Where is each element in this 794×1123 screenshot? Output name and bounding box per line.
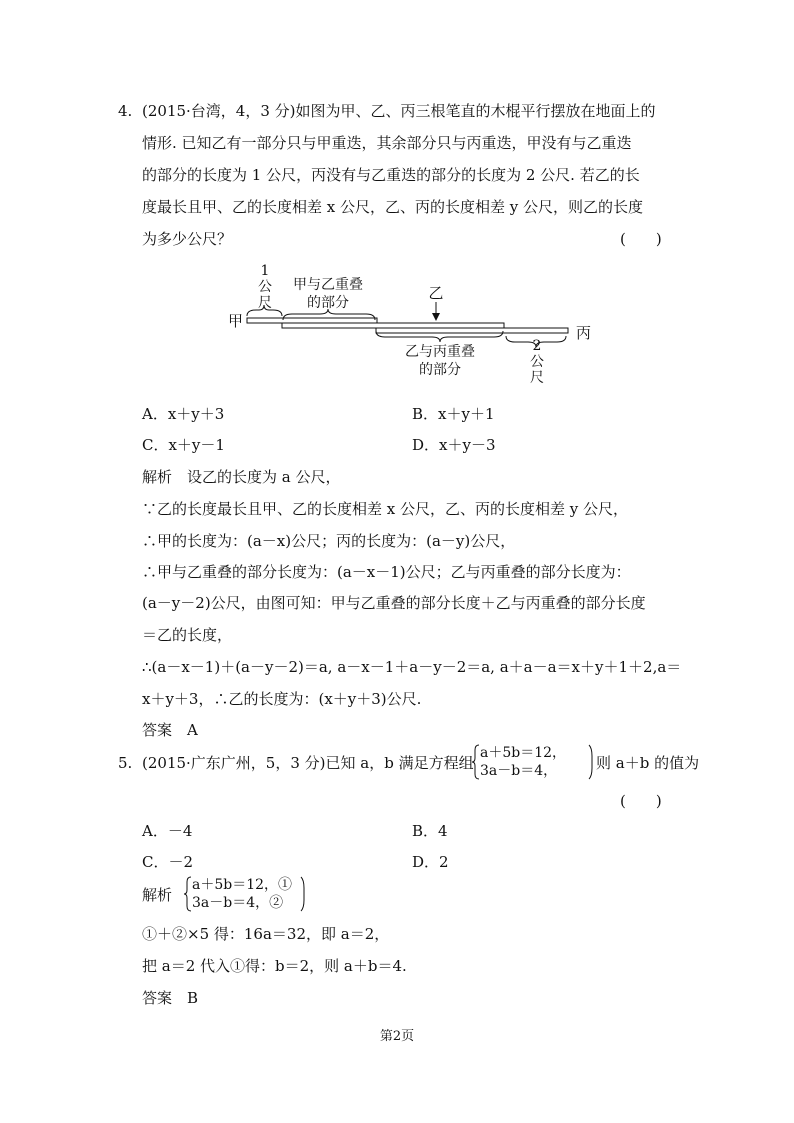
q5-stem-after: 则 a＋b 的值为 [596,754,700,772]
q5-equation-1: a＋5b＝12， [480,745,567,761]
q4-option-c: C．x＋y－1 [142,436,225,454]
label-one-1: 1 [260,263,270,279]
q5-solution-system [184,876,308,912]
q5-equation-system [472,744,594,780]
q4-stem-line-1: (2015·台湾，4，3 分)如图为甲、乙、丙三根笔直的木棍平行摆放在地面上的 [142,102,656,120]
q4-solution-line-8: x＋y＋3，∴乙的长度为：(x＋y＋3)公尺. [142,690,422,708]
q5-solution-line-1: ①＋②×5 得：16a＝32，即 a＝2， [142,925,390,943]
q5-equation-2: 3a－b＝4， [480,763,558,779]
arrow-to-yi-head [432,313,440,321]
right-brace-icon [588,744,594,780]
sticks-figure [0,258,794,388]
label-one-3: 尺 [258,295,272,311]
q4-answer-bracket: ( ) [620,230,662,248]
q4-option-b: B．x＋y＋1 [412,405,495,423]
q4-stem-line-2: 情形. 已知乙有一部分只与甲重迭，其余部分只与丙重迭，甲没有与乙重迭 [142,134,632,152]
q5-option-a: A．－4 [142,822,193,840]
q4-solution-line-5: (a－y－2)公尺，由图可知：甲与乙重叠的部分长度＋乙与丙重叠的部分长度 [142,594,646,612]
label-two-1: 2 [532,338,542,354]
label-yi: 乙 [428,284,444,302]
page-number: 第2页 [379,1029,415,1044]
q5-number: 5. [118,754,133,772]
q5-stem-before: (2015·广东广州，5，3 分)已知 a，b 满足方程组 [142,754,474,772]
q5-option-b: B．4 [412,822,448,840]
q5-solution-equation-1: a＋5b＝12，① [192,877,293,893]
q5-option-d: D．2 [412,853,449,871]
label-overlap-yb-2: 的部分 [419,362,461,378]
q5-solution-equation-2: 3a－b＝4，② [192,895,284,911]
label-overlap-jy-1: 甲与乙重叠 [293,277,363,293]
q4-stem-line-5: 为多少公尺？ [142,230,233,248]
stick-bing [376,328,568,333]
left-brace-icon [472,744,480,780]
q5-solution-line-2: 把 a＝2 代入①得：b＝2，则 a＋b＝4. [142,957,407,975]
q4-solution-line-1: 解析 设乙的长度为 a 公尺， [142,468,341,486]
q5-answer: 答案 B [142,989,199,1007]
label-overlap-jy-2: 的部分 [307,295,349,311]
q5-option-c: C．－2 [142,853,194,871]
label-bing: 丙 [576,324,592,342]
q4-stem-line-3: 的部分的长度为 1 公尺，丙没有与乙重迭的部分的长度为 2 公尺. 若乙的长 [142,166,640,184]
label-two-2: 公 [530,354,544,370]
q4-number: 4. [118,102,133,120]
label-two-3: 尺 [530,370,544,386]
q4-solution-line-6: ＝乙的长度， [142,626,233,644]
q4-answer: 答案 A [142,721,198,739]
label-jia: 甲 [228,312,244,330]
q4-solution-line-7: ∴(a－x－1)＋(a－y－2)＝a, a－x－1＋a－y－2＝a, a＋a－a＝x＋y＋1＋2,a＝ [142,658,682,676]
q4-solution-line-3: ∴甲的长度为：(a－x)公尺；丙的长度为：(a－y)公尺， [142,532,516,550]
q5-solution-label: 解析 [142,886,173,904]
q4-option-d: D．x＋y－3 [412,436,496,454]
stick-yi [282,323,504,328]
left-brace-icon [184,876,192,912]
label-overlap-yb-1: 乙与丙重叠 [405,344,475,360]
q4-solution-line-2: ∵乙的长度最长且甲、乙的长度相差 x 公尺，乙、丙的长度相差 y 公尺， [142,500,629,518]
q4-stem-line-4: 度最长且甲、乙的长度相差 x 公尺，乙、丙的长度相差 y 公尺，则乙的长度 [142,198,644,216]
stick-jia [247,318,377,323]
label-one-2: 公 [258,279,272,295]
q4-solution-line-4: ∴甲与乙重叠的部分长度为：(a－x－1)公尺；乙与丙重叠的部分长度为： [142,563,631,581]
right-brace-icon [300,876,306,912]
q4-option-a: A．x＋y＋3 [142,405,225,423]
q5-answer-bracket: ( ) [620,792,662,810]
